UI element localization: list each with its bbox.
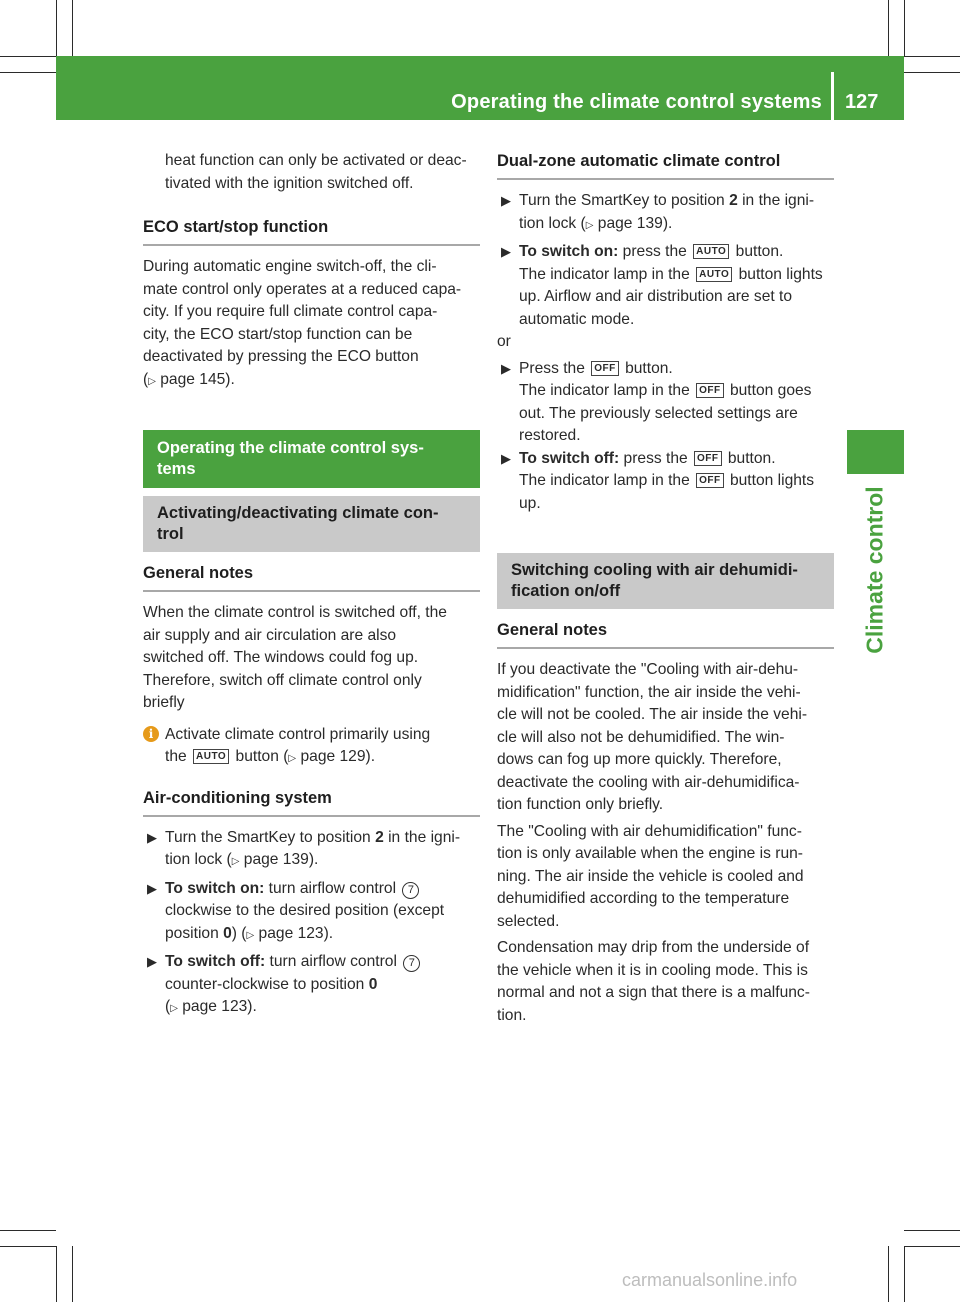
auto-key-icon: AUTO xyxy=(193,749,229,764)
text-line: Condensation may drip from the underside of xyxy=(497,939,810,956)
crop-mark xyxy=(904,56,960,57)
page-ref-icon: ▷ xyxy=(585,219,594,231)
text-line: up. Airflow and air distribution are set to xyxy=(519,288,793,305)
text-line: Activate climate control primarily using xyxy=(165,725,431,743)
section-activating: Activating/deactivating climate con- trol xyxy=(143,496,480,552)
arrow-icon: ▶ xyxy=(501,360,511,376)
text-line: When the climate control is switched off, the xyxy=(143,604,447,621)
text-fragment: button lights xyxy=(729,472,815,489)
general-notes-text xyxy=(143,602,480,715)
crop-mark xyxy=(888,1246,889,1302)
text-line: dehumidified according to the temperature xyxy=(497,890,790,907)
crop-mark xyxy=(904,0,905,56)
text-line: deactivate the cooling with air-dehumidifica- xyxy=(497,773,800,791)
arrow-icon: ▶ xyxy=(501,450,511,466)
crop-mark xyxy=(0,56,56,57)
watermark: carmanualsonline.info xyxy=(622,1270,798,1290)
page-ref-link[interactable]: page 123). xyxy=(182,998,257,1015)
text-fragment: the xyxy=(165,748,187,765)
arrow-icon: ▶ xyxy=(147,880,157,896)
page-ref-link[interactable]: page 139). xyxy=(243,851,319,868)
info-note xyxy=(143,724,480,771)
text-line: selected. xyxy=(497,912,560,930)
text-fragment: button ( xyxy=(235,748,289,765)
crop-mark xyxy=(0,1230,56,1231)
arrow-icon: ▶ xyxy=(147,829,157,845)
auto-key-icon: AUTO xyxy=(693,244,729,259)
text-line xyxy=(519,264,834,287)
text-line xyxy=(165,827,480,850)
text-fragment: tion lock ( xyxy=(519,214,586,232)
text-line: During automatic engine switch-off, the cli- xyxy=(143,258,437,275)
auto-key-icon: AUTO xyxy=(696,267,732,282)
text-fragment: in the igni- xyxy=(742,192,815,209)
text-line: heat function can only be activated or deac- xyxy=(165,152,467,169)
crop-mark xyxy=(904,1246,960,1247)
text-line: up. xyxy=(519,494,541,512)
paren: ( xyxy=(143,370,149,388)
off-key-icon: OFF xyxy=(694,451,722,466)
left-column xyxy=(143,150,480,1021)
text-line xyxy=(165,974,480,997)
text-line xyxy=(519,380,834,403)
page-ref-link[interactable]: page 129). xyxy=(300,748,376,765)
text-fragment: Press the xyxy=(519,359,585,377)
page-number: 127 xyxy=(845,91,879,113)
general-notes-heading: General notes xyxy=(143,562,480,592)
step-item xyxy=(497,241,834,331)
text-line xyxy=(165,996,480,1021)
text-line: tion is only available when the engine is run- xyxy=(497,845,803,862)
airflow-control-icon: 7 xyxy=(403,955,420,972)
off-key-icon: OFF xyxy=(696,473,724,488)
page-ref-icon: ▷ xyxy=(148,375,156,387)
text-line xyxy=(165,923,480,948)
crop-mark xyxy=(56,1246,57,1302)
step-item xyxy=(143,878,480,948)
page-ref-link[interactable]: page 139). xyxy=(597,214,673,232)
ac-steps xyxy=(143,827,480,1021)
step-item xyxy=(497,358,834,448)
section-operating: Operating the climate control sys- tems xyxy=(143,430,480,488)
text-line xyxy=(165,951,480,974)
crop-mark xyxy=(72,0,73,56)
step-item xyxy=(143,951,480,1021)
crop-mark xyxy=(72,1246,73,1302)
text-line: city. If you require full climate control capa- xyxy=(143,303,438,320)
text-fragment: The indicator lamp in the xyxy=(519,472,690,489)
off-key-icon: OFF xyxy=(696,383,724,398)
text-line xyxy=(519,470,834,493)
text-line: tivated with the ignition switched off. xyxy=(165,174,414,192)
text-line: normal and not a sign that there is a malfunc- xyxy=(497,984,810,1001)
text-fragment: in the igni- xyxy=(388,828,461,846)
text-fragment: press the xyxy=(622,243,687,260)
page-ref-icon: ▷ xyxy=(246,929,255,941)
text-fragment: The indicator lamp in the xyxy=(519,265,690,283)
text-line: Therefore, switch off climate control only xyxy=(143,671,422,689)
text-fragment: Turn the SmartKey to position xyxy=(519,192,725,209)
crop-mark xyxy=(904,1230,960,1231)
text-fragment: ( xyxy=(165,998,171,1015)
page-ref-link[interactable]: page 123). xyxy=(258,924,334,942)
eco-text xyxy=(143,256,480,393)
text-line: cle will also not be dehumidified. The win- xyxy=(497,728,785,746)
text-line: briefly xyxy=(143,694,185,711)
text-line: mate control only operates at a reduced capa- xyxy=(143,280,462,298)
text-fragment: Turn the SmartKey to position xyxy=(165,828,371,846)
text-line: cle will not be cooled. The air inside the vehi- xyxy=(497,706,808,723)
cooling-notes-text xyxy=(497,659,834,1027)
text-line xyxy=(519,213,834,238)
text-line: ning. The air inside the vehicle is cooled and xyxy=(497,867,804,885)
text-line: If you deactivate the "Cooling with air-dehu- xyxy=(497,661,799,678)
text-line: switched off. The windows could fog up. xyxy=(143,649,419,666)
text-fragment: ) ( xyxy=(231,924,247,942)
text-line: tion function only briefly. xyxy=(497,796,664,813)
or-text: or xyxy=(497,333,511,350)
text-line xyxy=(165,746,480,771)
off-key-icon: OFF xyxy=(591,361,619,376)
info-icon: i xyxy=(143,726,159,742)
text-line: clockwise to the desired position (except xyxy=(165,902,445,919)
intro-text xyxy=(143,150,480,195)
text-fragment: button. xyxy=(727,449,776,467)
page-ref-icon: ▷ xyxy=(231,856,240,867)
dual-zone-heading: Dual-zone automatic climate control xyxy=(497,150,834,180)
position-value: 0 xyxy=(223,924,232,942)
text-line: out. The previously selected settings are xyxy=(519,404,798,422)
page-title: Operating the climate control systems xyxy=(451,91,822,113)
text-fragment: The indicator lamp in the xyxy=(519,382,690,399)
position-value: 2 xyxy=(375,828,384,846)
crop-mark xyxy=(0,72,56,73)
text-line xyxy=(165,849,480,874)
text-line xyxy=(143,369,480,394)
crop-mark xyxy=(904,72,960,73)
step-label: To switch off: xyxy=(165,953,266,970)
step-label: To switch off: xyxy=(519,449,620,467)
side-label-text: Climate control xyxy=(861,486,888,654)
text-line: the vehicle when it is in cooling mode. This is xyxy=(497,961,808,979)
arrow-icon: ▶ xyxy=(501,193,511,208)
airflow-control-icon: 7 xyxy=(402,882,419,899)
crop-mark xyxy=(888,0,889,56)
crop-mark xyxy=(904,1246,905,1302)
arrow-icon: ▶ xyxy=(501,244,511,259)
text-line: The "Cooling with air dehumidification" func- xyxy=(497,822,802,840)
text-line: dows can fog up more quickly. Therefore, xyxy=(497,751,782,768)
text-line: city, the ECO start/stop function can be xyxy=(143,325,413,343)
header-divider xyxy=(831,72,834,120)
side-tab xyxy=(847,430,904,474)
step-item xyxy=(143,827,480,874)
step-item xyxy=(497,448,834,516)
text-line xyxy=(519,358,834,381)
text-line: midification" function, the air inside the vehi- xyxy=(497,683,801,701)
text-line xyxy=(519,448,834,471)
text-fragment: button. xyxy=(625,359,673,377)
text-line: deactivated by pressing the ECO button xyxy=(143,348,419,365)
text-fragment: button lights xyxy=(738,265,823,283)
eco-heading: ECO start/stop function xyxy=(143,216,480,246)
text-fragment: counter-clockwise to position xyxy=(165,975,365,993)
arrow-icon: ▶ xyxy=(147,954,157,969)
text-line: tion. xyxy=(497,1006,527,1024)
text-fragment: turn airflow control xyxy=(269,953,397,970)
right-column xyxy=(497,150,834,1027)
text-line: restored. xyxy=(519,427,581,444)
dual-zone-steps xyxy=(497,190,834,515)
text-line xyxy=(165,878,480,901)
text-fragment: button goes xyxy=(729,382,812,399)
text-fragment: position xyxy=(165,924,219,942)
text-fragment: tion lock ( xyxy=(165,851,232,868)
page-ref-icon: ▷ xyxy=(288,753,297,764)
general-notes-heading: General notes xyxy=(497,619,834,649)
position-value: 0 xyxy=(368,975,378,993)
step-item xyxy=(497,190,834,237)
page-ref-link[interactable]: page 145). xyxy=(160,370,235,388)
text-fragment: press the xyxy=(623,449,688,467)
text-fragment: button. xyxy=(735,243,784,260)
ac-heading: Air-conditioning system xyxy=(143,787,480,817)
crop-mark xyxy=(56,0,57,56)
step-label: To switch on: xyxy=(165,879,265,897)
section-cooling: Switching cooling with air dehumidi- fication on/off xyxy=(497,553,834,609)
text-line: automatic mode. xyxy=(519,310,635,328)
text-line xyxy=(519,190,834,213)
text-line: air supply and air circulation are also xyxy=(143,626,397,644)
page-ref-icon: ▷ xyxy=(170,1003,178,1014)
crop-mark xyxy=(0,1246,56,1247)
position-value: 2 xyxy=(729,192,738,209)
text-fragment: turn airflow control xyxy=(268,879,397,897)
step-label: To switch on: xyxy=(519,243,619,260)
text-line xyxy=(519,241,834,264)
